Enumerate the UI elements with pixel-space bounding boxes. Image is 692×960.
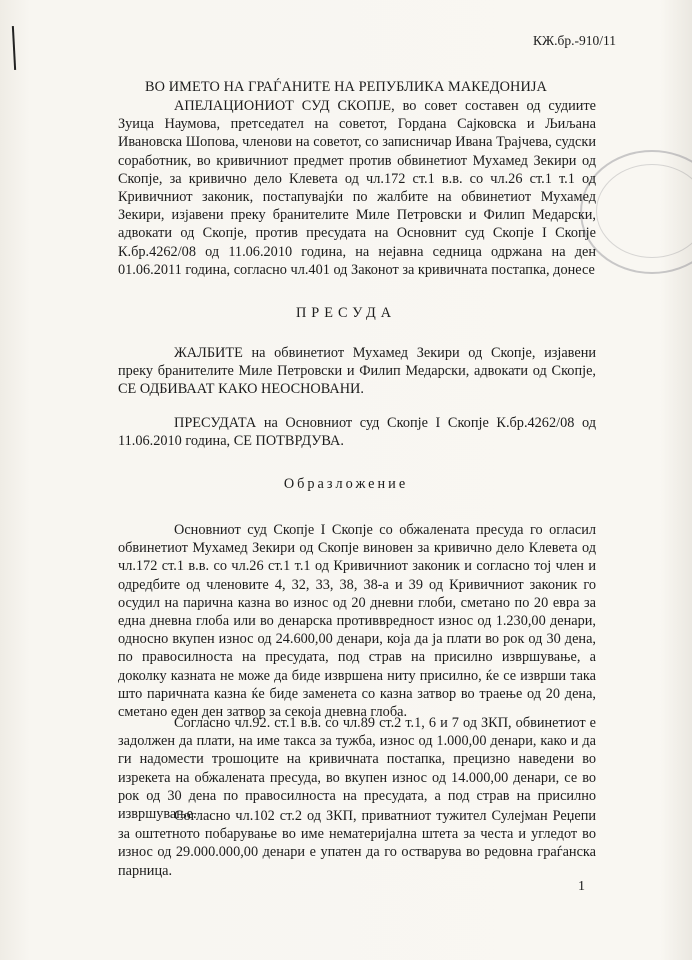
reasoning-title: Образложение — [283, 476, 409, 492]
page-number: 1 — [578, 879, 585, 894]
reasoning-paragraph-3: Согласно чл.102 ст.2 од ЗКП, приватниот тужител Сулејман Реџепи за оштетното побарување во име нематеријална штета за честа и угледот во износ од 29.000.000,00 денари е упатен да го остварува во редовна граѓанска парница. — [118, 808, 596, 879]
verdict-title: ПРЕСУДА — [295, 305, 397, 321]
case-reference: КЖ.бр.-910/11 — [533, 33, 616, 48]
margin-mark — [12, 26, 16, 70]
intro-paragraph: АПЕЛАЦИОНИОТ СУД СКОПЈЕ, во совет составен од судиите Зуица Наумова, претседател на советот, Гордана Сајковска и Љиљана Ивановска Шопова, членови на советот, со записничар Ивана Трајчева, судски соработник, во кривичниот предмет против обвинетиот Мухамед Зекири од Скопје, за кривично дело Клевета од чл.172 ст.1 в.в. со чл.26 ст.1 т.1 од Кривичниот законик, постапувајќи по жалбите на обвинетиот Мухамед Зекири, изјавени преку бранителите Миле Петровски и Филип Медарски, адвокати од Скопје, против пресудата на Основнит суд Скопје I Скопје К.бр.4262/08 од 11.06.2010 година, на нејавна седница одржана на ден 01.06.2011 година, согласно чл.401 од Законот за кривичната постапка, донесе — [118, 98, 596, 278]
reasoning-paragraph-2: Согласно чл.92. ст.1 в.в. со чл.89 ст.2 т.1, 6 и 7 од ЗКП, обвинетиот е задолжен да плати, на име такса за тужба, износ од 1.000,00 денари, како и да ги надомести трошоците на кривичната постапка, прецизно наведени во изрекета на обжалената пресуда, во вкупен износ од 14.000,00 денари, се во рок од 30 дена по правосилноста на пресудата, а под страв на присилно извршување. — [118, 715, 596, 823]
reasoning-paragraph-1: Основниот суд Скопје I Скопје со обжалената пресуда го огласил обвинетиот Мухамед Зекири од Скопје виновен за кривично дело Клевета од чл.172 ст.1 в.в. со чл.26 ст.1 т.1 од Кривичниот законик и согласно тој член и одредбите од членовите 4, 32, 33, 38, 38-а и 39 од Кривичниот законик го осудил на парична казна во износ од 20 дневни глоби, сметано по 20 евра за една дневна глоба или во денарска противвредност износ од 1.230,00 денари, односно вкупен износ од 24.600,00 денари, која да ја плати во рок од 30 дена, по правосилноста на пресудата, под страв на присилно извршување, а доколку казната не може да биде извршена ниту присилно, ќе се изврши така што паричната казна ќе биде заменета со казна затвор во траење од 20 дена, сметано еден ден затвор за секоја дневна глоба. — [118, 522, 596, 721]
verdict-paragraph-2: ПРЕСУДАТА на Основниот суд Скопје I Скопје К.бр.4262/08 од 11.06.2010 година, СЕ ПОТВРДУВА. — [118, 415, 596, 450]
verdict-paragraph-1: ЖАЛБИТЕ на обвинетиот Мухамед Зекири од Скопје, изјавени преку бранителите Миле Петровски и Филип Медарски, адвокати од Скопје, СЕ ОДБИВААТ КАКО НЕОСНОВАНИ. — [118, 345, 596, 398]
document-heading: ВО ИМЕТО НА ГРАЃАНИТЕ НА РЕПУБЛИКА МАКЕДОНИЈА — [145, 79, 547, 95]
